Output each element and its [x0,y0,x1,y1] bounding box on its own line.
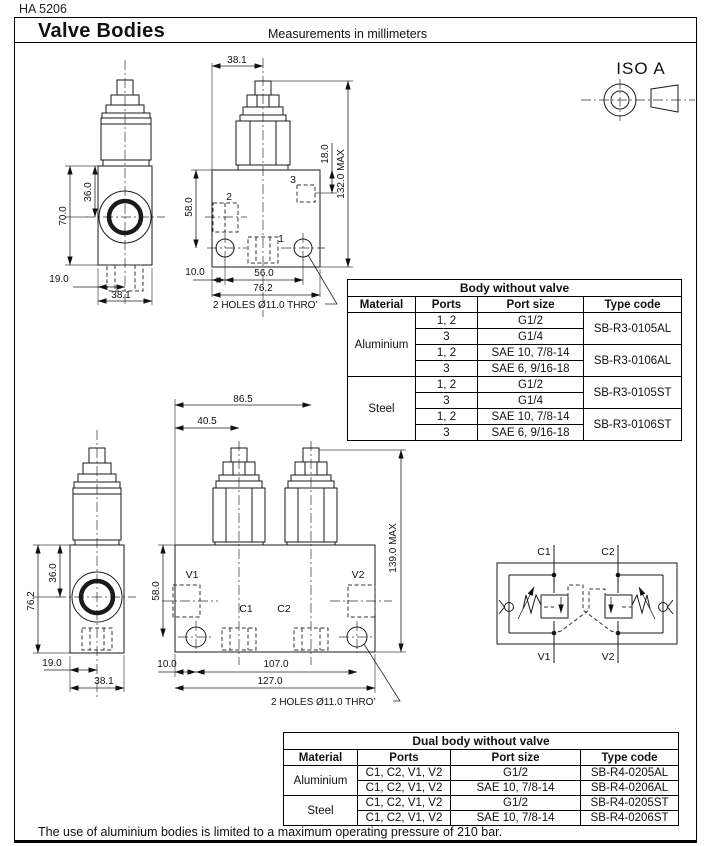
table-header-row [284,750,679,766]
doc-code: HA 5206 [19,2,67,16]
dual-body-front-drawing [148,393,410,718]
ports-cell: 3 [416,329,478,345]
dim-width: 38.1 [111,290,131,301]
table-row [284,766,679,781]
port-c1-label: C1 [239,603,253,615]
size-cell: SAE 6, 9/16-18 [478,361,584,377]
size-cell: G1/4 [478,329,584,345]
ports-cell: C1, C2, V1, V2 [358,811,451,826]
size-cell: SAE 10, 7/8-14 [451,811,581,826]
dim-valve1-offset: 40.5 [197,416,217,427]
material-cell: Steel [348,377,416,441]
table-title: Body without valve [348,280,682,297]
size-cell: G1/2 [478,377,584,393]
col-ports: Ports [358,750,451,766]
ports-cell: 1, 2 [416,377,478,393]
ports-cell: 1, 2 [416,313,478,329]
dim-height: 76.2 [26,591,37,611]
dim-hole-spacing: 56.0 [254,268,274,279]
code-cell: SB-R4-0206ST [581,811,679,826]
dim-valve2-offset: 86.5 [233,394,253,405]
col-port-size: Port size [451,750,581,766]
size-cell: G1/2 [478,313,584,329]
port-3-hidden [297,185,315,202]
counterbalance-valve-1 [499,575,568,633]
table-header-row [348,297,682,313]
ports-cell: 3 [416,393,478,409]
col-port-size: Port size [478,297,584,313]
code-cell: SB-R3-0106AL [584,345,682,377]
dual-body-without-valve-table [283,732,679,826]
iso-a-symbol [575,50,705,128]
col-type-code: Type code [581,750,679,766]
table-row [348,313,682,329]
dim-port-offset: 36.0 [83,182,94,202]
ports-cell: 1, 2 [416,345,478,361]
table-title-row [348,280,682,297]
title-separator [14,42,697,43]
cartridge-valve [73,448,121,545]
counterbalance-valve-2 [605,575,673,633]
size-cell: SAE 6, 9/16-18 [478,425,584,441]
dim-hole-spacing: 107.0 [263,659,289,670]
dim-width: 38.1 [94,676,114,687]
table-title-row [284,733,679,750]
table-title: Dual body without valve [284,733,679,750]
port-2-label: 2 [226,191,232,203]
size-cell: G1/2 [451,766,581,781]
cartridge-valve [101,80,151,166]
valve-body-outline [98,166,152,265]
material-cell: Aluminium [284,766,358,796]
size-cell: SAE 10, 7/8-14 [478,409,584,425]
dim-max-height: 139.0 MAX [388,523,399,573]
dim-port-offset: 36.0 [48,563,59,583]
dim-width: 127.0 [257,676,283,687]
dual-body-side-drawing [8,428,148,718]
size-cell: SAE 10, 7/8-14 [478,345,584,361]
col-material: Material [284,750,358,766]
col-material: Material [348,297,416,313]
size-cell: SAE 10, 7/8-14 [451,781,581,796]
col-type-code: Type code [584,297,682,313]
dim-max-height: 132.0 MAX [336,149,347,199]
iso-a-label: ISO A [616,59,666,78]
table-row [284,796,679,811]
ports-cell: C1, C2, V1, V2 [358,781,451,796]
ports-cell: C1, C2, V1, V2 [358,796,451,811]
col-ports: Ports [416,297,478,313]
material-cell: Steel [284,796,358,826]
hydraulic-schematic [488,535,700,675]
pilot-line [568,585,618,633]
code-cell: SB-R4-0206AL [581,781,679,796]
dim-base-offset: 19.0 [42,658,62,669]
port-1-label: 1 [278,233,284,245]
dim-half-width: 38.1 [227,55,247,66]
dim-edge-offset: 10.0 [185,267,205,278]
holes-note: 2 HOLES Ø11.0 THRO’ [213,300,318,311]
size-cell: G1/4 [478,393,584,409]
holes-note: 2 HOLES Ø11.0 THRO’ [271,697,376,708]
schematic-v2-label: V2 [601,651,615,663]
ports-cell: 3 [416,361,478,377]
dim-face-height: 58.0 [151,581,162,601]
single-body-side-drawing [25,58,175,308]
ports-cell: 1, 2 [416,409,478,425]
pilot-line [554,589,605,633]
schematic-c1-label: C1 [537,546,551,558]
code-cell: SB-R3-0105ST [584,377,682,409]
size-cell: G1/2 [451,796,581,811]
code-cell: SB-R3-0106ST [584,409,682,441]
port-c2-label: C2 [277,603,291,615]
measurement-note: Measurements in millimeters [268,27,428,41]
valve-body-outline [175,545,375,652]
single-body-front-drawing [185,55,365,323]
code-cell: SB-R4-0205AL [581,766,679,781]
code-cell: SB-R3-0105AL [584,313,682,345]
dim-face-height: 58.0 [184,197,195,217]
table-row [348,377,682,393]
footer-note: The use of aluminium bodies is limited to a maximum operating pressure of 210 bar. [38,825,503,839]
dim-width: 76.2 [253,283,273,294]
code-cell: SB-R4-0205ST [581,796,679,811]
dim-base-offset: 19.0 [49,274,69,285]
dim-port3-depth: 18.0 [320,144,331,164]
material-cell: Aluminium [348,313,416,377]
dim-edge-offset: 10.0 [157,659,177,670]
port-3-label: 3 [290,174,296,186]
schematic-c2-label: C2 [601,546,615,558]
dim-height: 70.0 [58,206,69,226]
port-v2-label: V2 [351,569,365,581]
ports-cell: 3 [416,425,478,441]
ports-cell: C1, C2, V1, V2 [358,766,451,781]
port-v1-label: V1 [185,569,199,581]
schematic-v1-label: V1 [537,651,551,663]
page-title: Valve Bodies [38,20,165,42]
